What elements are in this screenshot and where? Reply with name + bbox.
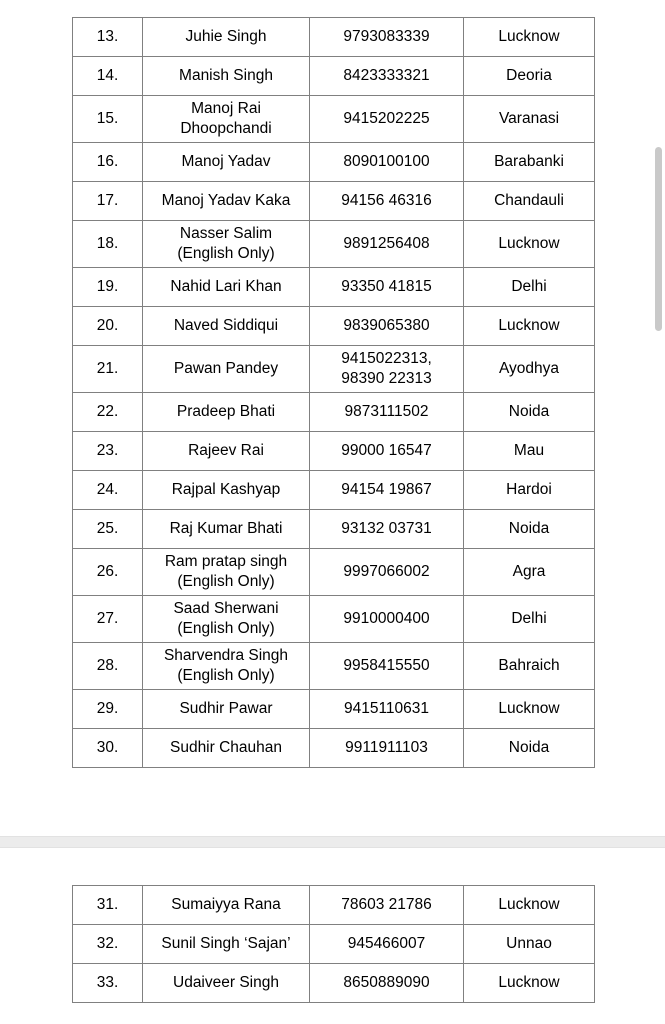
row-name [143,18,310,57]
row-serial-number: 22. [73,393,143,432]
row-serial-number: 13. [73,18,143,57]
row-city [464,18,595,57]
row-city [464,690,595,729]
table-row [73,393,595,432]
row-phone-primary: 99000 16547 [341,441,432,459]
row-phone [310,182,464,221]
row-name [143,643,310,690]
table-row [73,143,595,182]
row-name [143,729,310,768]
row-name-primary: Udaiveer Singh [173,973,279,991]
row-city [464,307,595,346]
table-row [73,18,595,57]
contacts-table-upper-body [73,18,595,768]
row-phone-primary: 94154 19867 [341,480,432,498]
row-phone [310,307,464,346]
row-name [143,143,310,182]
row-city [464,886,595,925]
row-phone-primary: 78603 21786 [341,895,432,913]
row-phone [310,471,464,510]
row-city [464,182,595,221]
row-city [464,643,595,690]
row-name [143,268,310,307]
row-phone [310,729,464,768]
contacts-table-lower-body [73,886,595,1003]
row-phone-primary: 945466007 [347,934,426,952]
row-city-primary: Hardoi [506,480,552,498]
row-name-primary: Manoj Yadav Kaka [161,191,291,209]
row-name [143,221,310,268]
row-name [143,57,310,96]
row-name-secondary: (English Only) [177,620,275,637]
row-phone-primary: 9839065380 [343,316,430,334]
row-city-primary: Delhi [511,277,547,295]
row-city [464,729,595,768]
row-serial-number: 28. [73,643,143,690]
row-phone [310,690,464,729]
row-phone-primary: 8423333321 [343,66,430,84]
row-city-primary: Lucknow [498,699,560,717]
row-name [143,182,310,221]
table-row [73,729,595,768]
row-serial-number: 33. [73,964,143,1003]
table-row [73,925,595,964]
row-name-primary: Nahid Lari Khan [170,277,282,295]
row-city [464,143,595,182]
row-phone [310,549,464,596]
row-phone [310,57,464,96]
row-city [464,432,595,471]
row-name-secondary: (English Only) [177,245,275,262]
row-serial-number: 21. [73,346,143,393]
row-phone-primary: 94156 46316 [341,191,432,209]
row-name-primary: Naved Siddiqui [173,316,279,334]
table-row [73,432,595,471]
row-serial-number: 15. [73,96,143,143]
row-serial-number: 14. [73,57,143,96]
row-name [143,471,310,510]
row-serial-number: 19. [73,268,143,307]
row-phone [310,596,464,643]
row-name [143,886,310,925]
row-phone [310,964,464,1003]
row-phone-primary: 8090100100 [343,152,430,170]
row-name [143,690,310,729]
row-phone [310,432,464,471]
row-phone-primary: 93132 03731 [341,519,432,537]
row-city-primary: Delhi [511,609,547,627]
row-name-primary: Manoj Rai [191,99,261,117]
row-phone [310,346,464,393]
table-row [73,690,595,729]
row-city [464,346,595,393]
row-phone-primary: 9891256408 [343,234,430,252]
row-phone [310,643,464,690]
table-row [73,307,595,346]
row-name-primary: Manoj Yadav [181,152,271,170]
row-phone [310,925,464,964]
row-serial-number: 30. [73,729,143,768]
row-city-primary: Bahraich [498,656,560,674]
table-row [73,471,595,510]
row-phone [310,18,464,57]
row-phone-primary: 93350 41815 [341,277,432,295]
vertical-scrollbar[interactable] [652,0,665,1024]
row-phone-primary: 9911911103 [345,738,428,756]
row-name [143,964,310,1003]
row-phone-primary: 9415202225 [343,109,430,127]
row-name-primary: Manish Singh [179,66,273,84]
row-city [464,268,595,307]
row-city-primary: Barabanki [494,152,564,170]
row-serial-number: 25. [73,510,143,549]
table-row [73,221,595,268]
contacts-table-lower [72,885,595,1003]
page-separator [0,836,665,848]
row-phone [310,96,464,143]
row-city [464,964,595,1003]
row-name-primary: Raj Kumar Bhati [169,519,283,537]
row-city-primary: Deoria [506,66,552,84]
row-city-primary: Lucknow [498,973,560,991]
row-phone [310,221,464,268]
row-serial-number: 29. [73,690,143,729]
row-city-primary: Lucknow [498,234,560,252]
row-name [143,510,310,549]
row-city [464,925,595,964]
row-city [464,510,595,549]
row-serial-number: 23. [73,432,143,471]
row-city-primary: Noida [508,519,550,537]
row-city-primary: Unnao [506,934,552,952]
row-name [143,393,310,432]
row-name-primary: Saad Sherwani [173,599,279,617]
row-city-primary: Noida [508,402,550,420]
table-row [73,964,595,1003]
row-name-primary: Sunil Singh ‘Sajan’ [161,934,291,952]
row-name-primary: Pradeep Bhati [176,402,276,420]
row-name-primary: Juhie Singh [185,27,267,45]
vertical-scrollbar-thumb[interactable] [655,147,662,331]
row-phone [310,268,464,307]
row-name-primary: Sharvendra Singh [163,646,289,664]
row-name-primary: Rajeev Rai [188,441,264,459]
table-row [73,268,595,307]
row-name-primary: Sumaiyya Rana [171,895,281,913]
table-row [73,96,595,143]
table-row [73,57,595,96]
row-phone-primary: 9910000400 [343,609,430,627]
row-name [143,596,310,643]
row-name-primary: Sudhir Pawar [179,699,273,717]
table-row [73,549,595,596]
row-serial-number: 17. [73,182,143,221]
row-phone [310,886,464,925]
row-city-primary: Lucknow [498,27,560,45]
row-serial-number: 24. [73,471,143,510]
row-city [464,549,595,596]
row-city [464,596,595,643]
row-name [143,96,310,143]
row-name-primary: Nasser Salim [179,224,273,242]
row-phone-primary: 9793083339 [343,27,430,45]
row-phone-primary: 9873111502 [344,402,429,420]
row-serial-number: 31. [73,886,143,925]
table-row [73,886,595,925]
row-city-primary: Lucknow [498,316,560,334]
table-row [73,182,595,221]
row-city-primary: Chandauli [494,191,564,209]
row-serial-number: 16. [73,143,143,182]
row-serial-number: 32. [73,925,143,964]
table-row [73,510,595,549]
row-name [143,549,310,596]
row-phone [310,510,464,549]
row-city-primary: Noida [508,738,550,756]
row-phone [310,143,464,182]
contacts-table-upper [72,17,595,768]
row-name [143,307,310,346]
row-phone-secondary: 98390 22313 [341,370,432,387]
row-name-primary: Ram pratap singh [164,552,288,570]
row-city-primary: Ayodhya [498,359,560,377]
row-name-primary: Rajpal Kashyap [171,480,281,498]
row-phone-primary: 9415022313, [341,349,432,367]
row-city-primary: Varanasi [498,109,560,127]
row-name [143,432,310,471]
row-city [464,96,595,143]
row-serial-number: 20. [73,307,143,346]
row-name-secondary: (English Only) [177,573,275,590]
table-row [73,346,595,393]
row-name [143,925,310,964]
row-phone-primary: 8650889090 [343,973,430,991]
row-phone [310,393,464,432]
row-name-secondary: (English Only) [177,667,275,684]
row-name-secondary: Dhoopchandi [180,120,272,137]
row-phone-primary: 9958415550 [343,656,430,674]
row-serial-number: 27. [73,596,143,643]
row-city [464,57,595,96]
row-phone-primary: 9997066002 [343,562,430,580]
row-serial-number: 26. [73,549,143,596]
row-city-primary: Lucknow [498,895,560,913]
row-city [464,393,595,432]
document-page-2 [0,848,665,1024]
row-serial-number: 18. [73,221,143,268]
table-row [73,596,595,643]
table-row [73,643,595,690]
row-name-primary: Sudhir Chauhan [169,738,283,756]
row-city-primary: Agra [512,562,546,580]
row-phone-primary: 9415110631 [343,699,430,717]
row-name [143,346,310,393]
row-name-primary: Pawan Pandey [173,359,279,377]
row-city-primary: Mau [513,441,545,459]
row-city [464,221,595,268]
row-city [464,471,595,510]
